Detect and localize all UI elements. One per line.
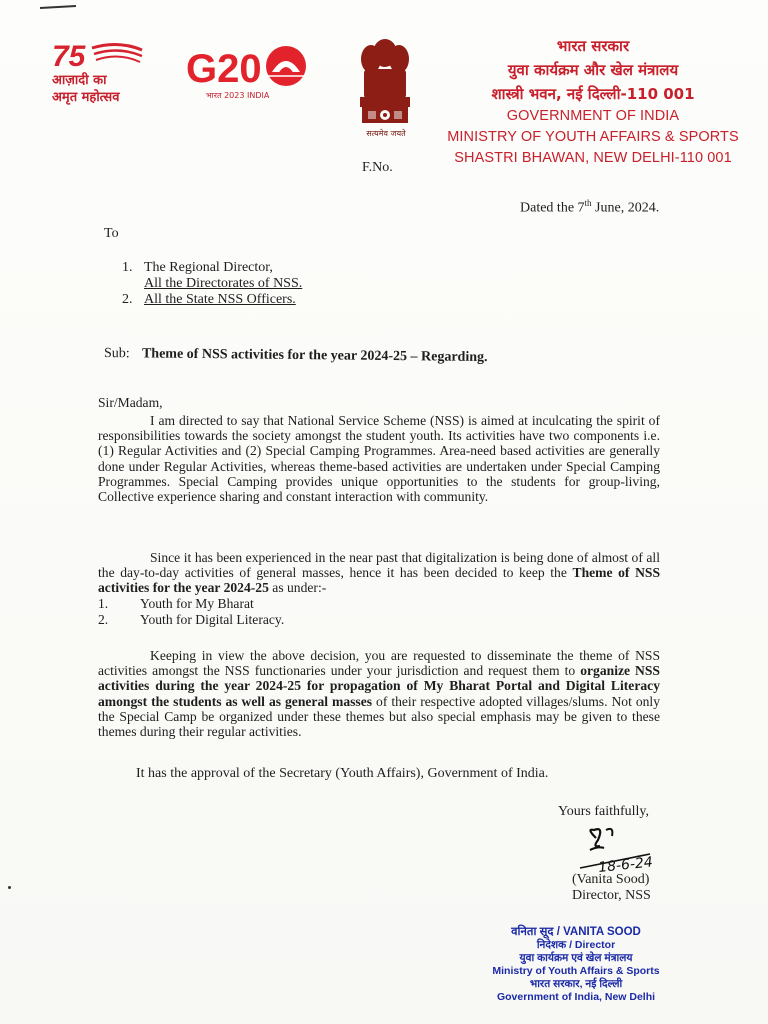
paragraph-1 [98,413,660,504]
to-label: To [104,226,119,241]
paragraph-2-text: Since it has been experienced in the near past that digitalization is being done of almost of all the day-to-day activities of general masses, hence it has been decided to keep the [98,550,660,581]
letterhead-english-line1: GOVERNMENT OF INDIA [506,108,680,124]
g20-logo [186,44,310,102]
handwritten-signature [578,824,688,876]
closing: Yours faithfully, [558,804,650,819]
g20-text: G20 [186,47,262,91]
theme-1-text: Youth for My Bharat [140,596,254,611]
letterhead-hindi-line3: शास्त्री भवन, नई दिल्ली-110 001 [491,85,695,103]
logo-azadi-line1: आज़ादी का [52,73,107,88]
paragraph-2 [98,550,660,596]
scan-dot [8,886,11,889]
paragraph-2-bold: Theme of NSS activities for the year 2024-25 [98,565,661,596]
file-number: F.No. [362,160,393,175]
salutation: Sir/Madam, [98,395,163,410]
signature-date: 18-6-24 [597,854,654,876]
subject-label: Sub: [103,346,130,362]
paragraph-1-text: I am directed to say that National Service Scheme (NSS) is aimed at inculcating the spirit of responsibilities towards the society amongst the student youth. Its activities have two components i.e. (1) Regular Activities and (2) Special Camping Programmes. Area-need based activities are generally done under Regular Activities, whereas theme-based activities are undertaken under Special Camping Programmes. Special Camping provides unique opportunities to the students for group-living, Collective experience sharing and constant interaction with community. [98,413,660,505]
themes-list [98,596,284,628]
stamp-line2: निदेशक / Director [536,939,616,951]
theme-2-num: 2. [98,612,109,627]
date-prefix: Dated the 7 [520,200,585,216]
subject-line [104,346,488,366]
paragraph-2-tail: as under:- [268,580,327,596]
theme-1-num: 1. [98,596,109,611]
official-stamp [484,926,668,1004]
addressee-2-line1: All the State NSS Officers. [144,292,296,307]
letterhead [438,34,748,169]
theme-item [98,596,284,612]
theme-item [98,612,284,628]
stamp-line1: वनिता सूद / VANITA SOOD [511,926,641,938]
stamp-line4: Ministry of Youth Affairs & Sports [492,965,660,977]
letterhead-english-line2: MINISTRY OF YOUTH AFFAIRS & SPORTS [447,129,739,145]
letter-date [520,198,659,217]
date-suffix: th [584,198,592,208]
addressee-2 [122,292,296,308]
scan-mark [40,5,76,9]
addressee-2-num: 2. [122,292,133,307]
paragraph-3-bold: organize NSS activities during the year 2024-25 for propagation of My Bharat Portal and Digital Literacy amongst the students as well as general masses [98,663,660,709]
theme-2-text: Youth for Digital Literacy. [140,612,285,627]
stamp-line3: युवा कार्यक्रम एवं खेल मंत्रालय [519,952,633,964]
addressee-1-num: 1. [122,260,133,275]
signatory-title: Director, NSS [572,888,651,903]
date-rest: June, 2024. [591,200,660,216]
logo-75-text: 75 [52,40,86,73]
paragraph-3-part2: of their respective adopted villages/slums. Not only the Special Camp be organized under these themes but also special emphasis may be given to these themes during their regular activities. [98,693,660,740]
paragraph-3-part1: Keeping in view the above decision, you are requested to disseminate the theme of NSS activities amongst the NSS functionaries under your jurisdiction and request them to [98,648,660,679]
emblem-motto: सत्यमेव जयते [366,129,406,138]
subject-text: Theme of NSS activities for the year 2024-25 – Regarding. [141,346,488,366]
paragraph-3 [98,648,660,739]
approval-note: It has the approval of the Secretary (Youth Affairs), Government of India. [136,766,549,781]
azadi-ka-amrit-mahotsav-logo [48,38,178,108]
letterhead-english-line3: SHASTRI BHAWAN, NEW DELHI-110 001 [454,150,732,166]
addressee-1 [122,260,302,292]
signatory-name: (Vanita Sood) [572,872,650,887]
g20-caption: भारत 2023 INDIA [206,91,270,100]
national-emblem-icon [354,28,416,138]
logo-azadi-line2: अमृत महोत्सव [52,90,120,105]
letterhead-hindi-line2: युवा कार्यक्रम और खेल मंत्रालय [507,61,679,79]
addressee-1-line1: The Regional Director, [144,260,273,275]
letterhead-hindi-line1: भारत सरकार [556,37,630,55]
stamp-line6: Government of India, New Delhi [496,991,656,1003]
stamp-line5: भारत सरकार, नई दिल्ली [529,978,623,990]
addressee-1-line2: All the Directorates of NSS. [144,276,303,291]
